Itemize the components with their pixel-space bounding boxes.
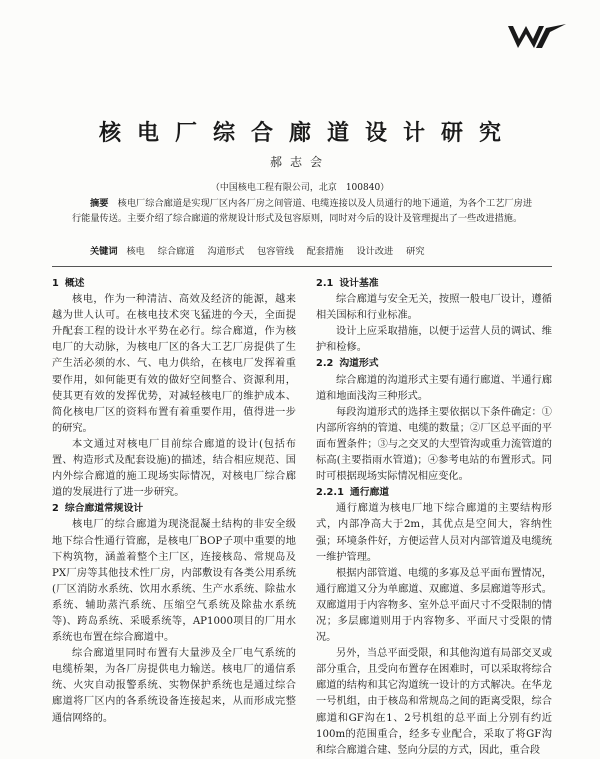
affiliation: （中国核电工程有限公司，北京 100840）	[210, 183, 390, 193]
abstract	[72, 197, 532, 226]
abstract-label: 摘要	[90, 198, 109, 209]
body-paragraph: 本文通过对核电厂目前综合廊道的设计(包括布置、构造形式及配套设施)的描述，结合相应规范、国内外综合廊道的施工现场实际情况，对核电厂综合廊道的发展进行了进一步研究。	[52, 438, 296, 499]
keyword: 配套措施	[306, 246, 344, 257]
heading-number: 2.2.1	[316, 487, 344, 499]
heading-text: 沟道形式	[339, 358, 379, 370]
abstract-text: 核电厂综合廊道是实现厂区内各厂房之间管道、电缆连接以及人员通行的地下通道，为各个工艺厂房进行能量传送。主要介绍了综合廊道的常规设计形式及包容原则，同时对今后的设计及管理提出了一些改进措施。	[72, 198, 533, 224]
keyword: 沟道形式	[207, 246, 245, 257]
publisher-logo	[506, 22, 568, 52]
section-heading	[52, 501, 296, 517]
heading-text: 设计基准	[339, 278, 379, 289]
body-paragraph: 另外，当总平面受限，和其他沟道有局部交叉或部分重合，且受向布置存在困难时，可以采取将综合廊道的结构和其它沟道统一设计的方式解决。在华龙一号机组，由于核岛和常规岛之间的距离受限，综合廊道和GF沟在1、2号机组的总平面上分别有约近100m的范围重合，经多专业配合，采取了将GF沟和综合廊道合建、竖向分层的方式，因此，重合段	[316, 648, 552, 756]
heading-number: 2.2	[316, 358, 334, 370]
keyword: 设计改进	[356, 246, 394, 257]
keywords-label: 关键词	[90, 246, 118, 257]
body-paragraph: 综合廊道与安全无关，按照一般电厂设计，遵循相关国标和行业标准。	[316, 294, 552, 322]
section-heading	[316, 356, 552, 372]
keyword: 综合廊道	[157, 246, 195, 257]
body-paragraph: 核电，作为一种清洁、高效及经济的能源，越来越为世人认可。在核电技术突飞猛进的今天，全面提升配套工程的设计水平势在必行。综合廊道，作为核电厂的大动脉，为核电厂区的各大工艺厂房提供了生产生活必须的水、气、电力供给，在核电厂发挥着重要作用，如何能更有效的做好空间整合、资源利用，使其更有效的发挥优势，对减轻核电厂的维护成本、简化核电厂区的资料布置有着重要作用，值得进一步的研究。	[52, 294, 296, 434]
heading-number: 2	[52, 503, 59, 515]
body-paragraph: 根据内部管道、电缆的多寡及总平面布置情况，通行廊道又分为单廊道、双廊道、多层廊道等形式。双廊道用于内容物多、室外总平面尺寸不受限制的情况；多层廊道则用于内容物多、平面尺寸受限的情况。	[316, 567, 552, 644]
body-paragraph: 通行廊道为核电厂地下综合廊道的主要结构形式，内部净高大于2m，其优点是空间大，容纳性强；环境条件好，方便运营人员对内部管道及电缆统一维护管理。	[316, 503, 552, 563]
heading-text: 综合廊道常规设计	[64, 503, 144, 515]
keywords	[90, 243, 540, 257]
keyword: 研究	[406, 246, 425, 257]
heading-number: 1	[52, 278, 59, 289]
body-paragraph: 综合廊道的沟道形式主要有通行廊道、半通行廊道和地面浅沟三种形式。	[316, 374, 552, 402]
heading-text: 通行廊道	[349, 487, 390, 499]
author: 郝志会	[269, 155, 330, 169]
section-heading	[316, 485, 552, 501]
right-column	[316, 276, 552, 759]
body-paragraph: 每段沟道形式的选择主要依据以下条件确定：①内部所容纳的管道、电缆的数量；②厂区总平面的平面布置条件；③与之交叉的大型管沟或重力流管道的标高(主要指雨水管道)；④参考电站的布置形式。同时可根据现场实际情况相应变化。	[316, 406, 552, 483]
keyword: 包容管线	[257, 246, 294, 257]
heading-number: 2.1	[316, 278, 334, 289]
heading-text: 概述	[64, 278, 85, 289]
left-column	[52, 276, 296, 727]
keyword: 核电	[126, 246, 145, 257]
section-divider	[52, 266, 552, 267]
body-paragraph: 综合廊道里同时布置有大量涉及全厂电气系统的电缆桥架，为各厂房提供电力输送。核电厂的通信系统、火灾自动报警系统、实物保护系统也是通过综合廊道将厂区内的各系统设备连接起来，从而形成完整通信网络的。	[52, 648, 296, 724]
body-paragraph: 核电厂的综合廊道为现浇混凝土结构的非安全级地下综合性通行管廊，是核电厂BOP子项中重要的地下构筑物，涵盖着整个主厂区，连接核岛、常规岛及PX厂房等其他技术性厂房，内部敷设有各类公用系统(厂区消防水系统、饮用水系统、生产水系统、除盐水系统、辅助蒸汽系统、压缩空气系统及除盐水系统等)、跨岛系统、采暖系统等，AP1000项目的厂用水系统也布置在综合廊道中。	[52, 519, 296, 644]
section-heading	[52, 276, 296, 292]
body-paragraph: 设计上应采取措施，以便于运营人员的调试、维护和检修。	[316, 326, 552, 354]
page-title: 核电厂综合廊道设计研究	[98, 121, 517, 146]
section-heading	[316, 276, 552, 292]
